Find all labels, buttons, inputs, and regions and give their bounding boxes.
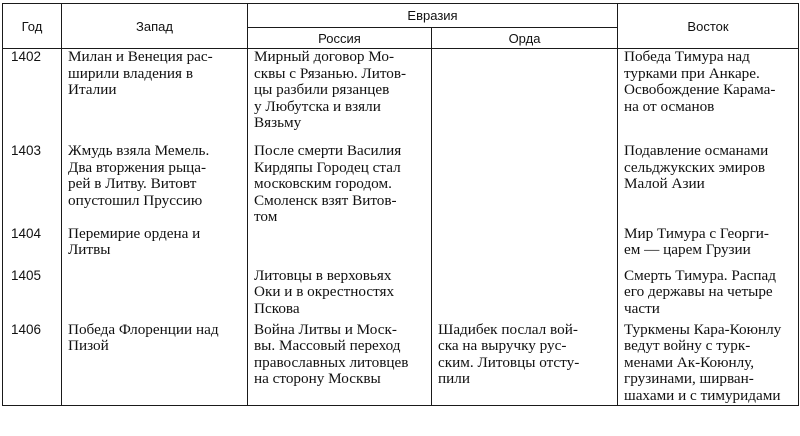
cell-horde	[432, 49, 618, 144]
cell-year: 1402	[3, 49, 62, 144]
cell-west: Милан и Венеция рас- ширили владения в Италии	[62, 49, 248, 144]
header-russia: Россия	[248, 28, 432, 49]
table-row	[3, 143, 799, 226]
table-row	[3, 226, 799, 268]
cell-year: 1406	[3, 322, 62, 406]
cell-west: Жмудь взяла Мемель. Два вторжения рыца- рей в Литву. Витовт опустошил Пруссию	[62, 143, 248, 226]
cell-year: 1404	[3, 226, 62, 268]
cell-west: Победа Флоренции над Пизой	[62, 322, 248, 406]
cell-east: Подавление османами сельджукских эмиров Малой Азии	[618, 143, 799, 226]
cell-east: Смерть Тимура. Распад его державы на четыре части	[618, 268, 799, 322]
cell-horde	[432, 226, 618, 268]
cell-russia: После смерти Василия Кирдяпы Городец стал московским городом. Смоленск взят Витов- том	[248, 143, 432, 226]
cell-russia: Мирный договор Мо- сквы с Рязанью. Литов- цы разбили рязанцев у Любутска и взяли Вязьму	[248, 49, 432, 144]
cell-east: Мир Тимура с Георги- ем — царем Грузии	[618, 226, 799, 268]
cell-horde: Шадибек послал вой- ска на выручку рус- ским. Литовцы отсту- пили	[432, 322, 618, 406]
table-row	[3, 268, 799, 322]
header-eurasia: Евразия	[248, 4, 618, 28]
cell-year: 1403	[3, 143, 62, 226]
cell-west: Перемирие ордена и Литвы	[62, 226, 248, 268]
cell-russia	[248, 226, 432, 268]
cell-horde	[432, 268, 618, 322]
cell-east: Туркмены Кара-Коюнлу ведут войну с турк- менами Ак-Коюнлу, грузинами, ширван- шахами и с тимуридами	[618, 322, 799, 406]
table-row	[3, 49, 799, 144]
header-west: Запад	[62, 4, 248, 49]
cell-west	[62, 268, 248, 322]
cell-russia: Война Литвы и Моск- вы. Массовый переход православных литовцев на сторону Москвы	[248, 322, 432, 406]
header-year: Год	[3, 4, 62, 49]
cell-year: 1405	[3, 268, 62, 322]
cell-russia: Литовцы в верховьях Оки и в окрестностях Пскова	[248, 268, 432, 322]
header-horde: Орда	[432, 28, 618, 49]
header-east: Восток	[618, 4, 799, 49]
cell-horde	[432, 143, 618, 226]
chronology-table	[2, 3, 799, 406]
cell-east: Победа Тимура над турками при Анкаре. Освобождение Карама- на от османов	[618, 49, 799, 144]
table-row	[3, 322, 799, 406]
